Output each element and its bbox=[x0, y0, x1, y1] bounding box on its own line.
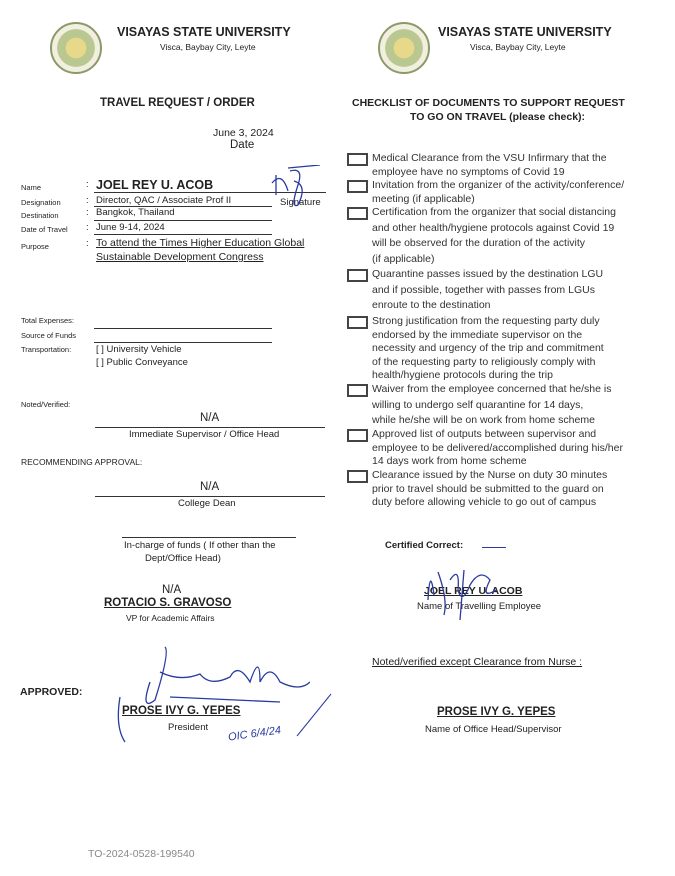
name-label: Name bbox=[21, 183, 42, 192]
funds-role-line-2: Dept/Office Head) bbox=[145, 553, 221, 564]
university-address-left: Visca, Baybay City, Leyte bbox=[160, 42, 256, 52]
destination-value: Bangkok, Thailand bbox=[96, 207, 175, 218]
checklist-checkbox[interactable] bbox=[347, 316, 368, 329]
colon: : bbox=[86, 222, 89, 233]
transport-label: Transportation: bbox=[21, 345, 72, 354]
employee-role: Name of Travelling Employee bbox=[417, 601, 542, 612]
vp-role: VP for Academic Affairs bbox=[126, 613, 215, 623]
checklist-item-text: Quarantine passes issued by the destination LGU bbox=[372, 268, 604, 280]
checklist-item-text: prior to travel should be submitted to the guard on bbox=[372, 482, 604, 495]
transport-university-vehicle[interactable]: [ ] University Vehicle bbox=[96, 344, 182, 355]
designation-label: Designation bbox=[21, 198, 61, 207]
designation-value: Director, QAC / Associate Prof II bbox=[96, 195, 232, 206]
expenses-label: Total Expenses: bbox=[21, 316, 74, 325]
checklist-item-text: will be observed for the duration of the activity bbox=[372, 237, 586, 249]
checklist-checkbox[interactable] bbox=[347, 384, 368, 397]
university-name-left: VISAYAS STATE UNIVERSITY bbox=[117, 25, 291, 39]
checklist-item-text: and if possible, together with passes from LGUs bbox=[372, 283, 595, 296]
transport-public-conveyance[interactable]: [ ] Public Conveyance bbox=[96, 357, 188, 368]
recommending-label: RECOMMENDING APPROVAL: bbox=[21, 457, 143, 467]
date-label: Date bbox=[230, 139, 255, 151]
university-logo-left bbox=[50, 22, 102, 74]
checklist-item-text: enroute to the destination bbox=[372, 299, 491, 311]
purpose-line-2: Sustainable Development Congress bbox=[96, 251, 264, 263]
purpose-label: Purpose bbox=[21, 242, 49, 251]
travel-date-value: June 9-14, 2024 bbox=[96, 222, 165, 233]
employee-name: JOEL REY U. ACOB bbox=[424, 585, 523, 597]
checklist-item-text: necessity and urgency of the trip and commitment bbox=[372, 342, 604, 355]
checklist-item-text: Clearance issued by the Nurse on duty 30 minutes bbox=[372, 469, 608, 481]
travel-date-label: Date of Travel bbox=[21, 225, 68, 234]
recommending-role: College Dean bbox=[178, 498, 236, 509]
document-code: TO-2024-0528-199540 bbox=[88, 848, 195, 860]
request-date: June 3, 2024 bbox=[213, 127, 274, 139]
checklist-checkbox[interactable] bbox=[347, 429, 368, 442]
checklist-item-text: Invitation from the organizer of the activity/conference/ bbox=[372, 179, 625, 191]
president-role: President bbox=[168, 722, 209, 733]
pen-stroke bbox=[295, 690, 335, 740]
checklist-item-text: Certification from the organizer that social distancing bbox=[372, 206, 616, 218]
colon: : bbox=[86, 207, 89, 218]
checklist-item-text: meeting (if applicable) bbox=[372, 192, 475, 205]
funds-role-line-1: In-charge of funds ( If other than the bbox=[124, 540, 276, 551]
head-role: Name of Office Head/Supervisor bbox=[425, 724, 562, 735]
head-name: PROSE IVY G. YEPES bbox=[437, 706, 556, 718]
university-name-right: VISAYAS STATE UNIVERSITY bbox=[438, 25, 612, 39]
approved-label: APPROVED: bbox=[20, 686, 83, 698]
noted-value: N/A bbox=[200, 412, 220, 424]
checklist-item-text: Waiver from the employee concerned that he/she is bbox=[372, 383, 612, 395]
checklist-checkbox[interactable] bbox=[347, 470, 368, 483]
vp-value: N/A bbox=[162, 584, 182, 596]
noted-role: Immediate Supervisor / Office Head bbox=[129, 429, 280, 440]
checklist-checkbox[interactable] bbox=[347, 207, 368, 220]
vp-name: ROTACIO S. GRAVOSO bbox=[104, 597, 232, 609]
checklist-item-text: employee have no symptoms of Covid 19 bbox=[372, 165, 565, 178]
university-logo-right bbox=[378, 22, 430, 74]
signature-label: Signature bbox=[280, 197, 321, 208]
certified-label: Certified Correct: bbox=[385, 540, 464, 551]
purpose-line-1: To attend the Times Higher Education Global bbox=[96, 237, 305, 249]
funds-label: Source of Funds bbox=[21, 331, 77, 340]
checklist-item-text: health/hygiene protocols during the trip bbox=[372, 369, 553, 382]
checklist-item-text: Approved list of outputs between supervisor and bbox=[372, 428, 597, 440]
checklist-item-text: of the requesting party to religiously comply with bbox=[372, 355, 596, 368]
checklist-item-text: duty before allowing vehicle to go out of campus bbox=[372, 496, 597, 509]
university-address-right: Visca, Baybay City, Leyte bbox=[470, 42, 566, 52]
noted-except-label: Noted/verified except Clearance from Nurse : bbox=[372, 656, 583, 668]
checklist-title-1: CHECKLIST OF DOCUMENTS TO SUPPORT REQUEST bbox=[352, 97, 625, 109]
colon: : bbox=[86, 179, 89, 190]
checklist-item-text: Strong justification from the requesting party duly bbox=[372, 315, 600, 327]
checklist-checkbox[interactable] bbox=[347, 269, 368, 282]
recommending-value: N/A bbox=[200, 481, 220, 493]
checklist-checkbox[interactable] bbox=[347, 180, 368, 193]
checklist-item-text: endorsed by the immediate supervisor on the bbox=[372, 328, 583, 341]
checklist-item-text: willing to undergo self quarantine for 14 days, bbox=[372, 398, 584, 411]
checklist-item-text: (if applicable) bbox=[372, 252, 435, 265]
destination-label: Destination bbox=[21, 211, 59, 220]
checklist-item-text: employee to be delivered/accomplished during his/her bbox=[372, 441, 623, 454]
traveler-name: JOEL REY U. ACOB bbox=[96, 178, 214, 192]
checklist-item-text: while he/she will be on work from home scheme bbox=[372, 414, 595, 426]
colon: : bbox=[86, 238, 89, 249]
checklist-title-2: TO GO ON TRAVEL (please check): bbox=[410, 111, 586, 123]
checklist-item-text: Medical Clearance from the VSU Infirmary that the bbox=[372, 152, 607, 164]
colon: : bbox=[86, 195, 89, 206]
checklist-checkbox[interactable] bbox=[347, 153, 368, 166]
president-name: PROSE IVY G. YEPES bbox=[122, 705, 241, 717]
handwritten-date: OIC 6/4/24 bbox=[227, 724, 282, 744]
checklist-item-text: and other health/hygiene protocols against Covid 19 bbox=[372, 221, 615, 234]
noted-label: Noted/Verified: bbox=[21, 400, 71, 409]
form-title: TRAVEL REQUEST / ORDER bbox=[100, 97, 255, 109]
checklist-item-text: 14 days work from home scheme bbox=[372, 455, 527, 468]
